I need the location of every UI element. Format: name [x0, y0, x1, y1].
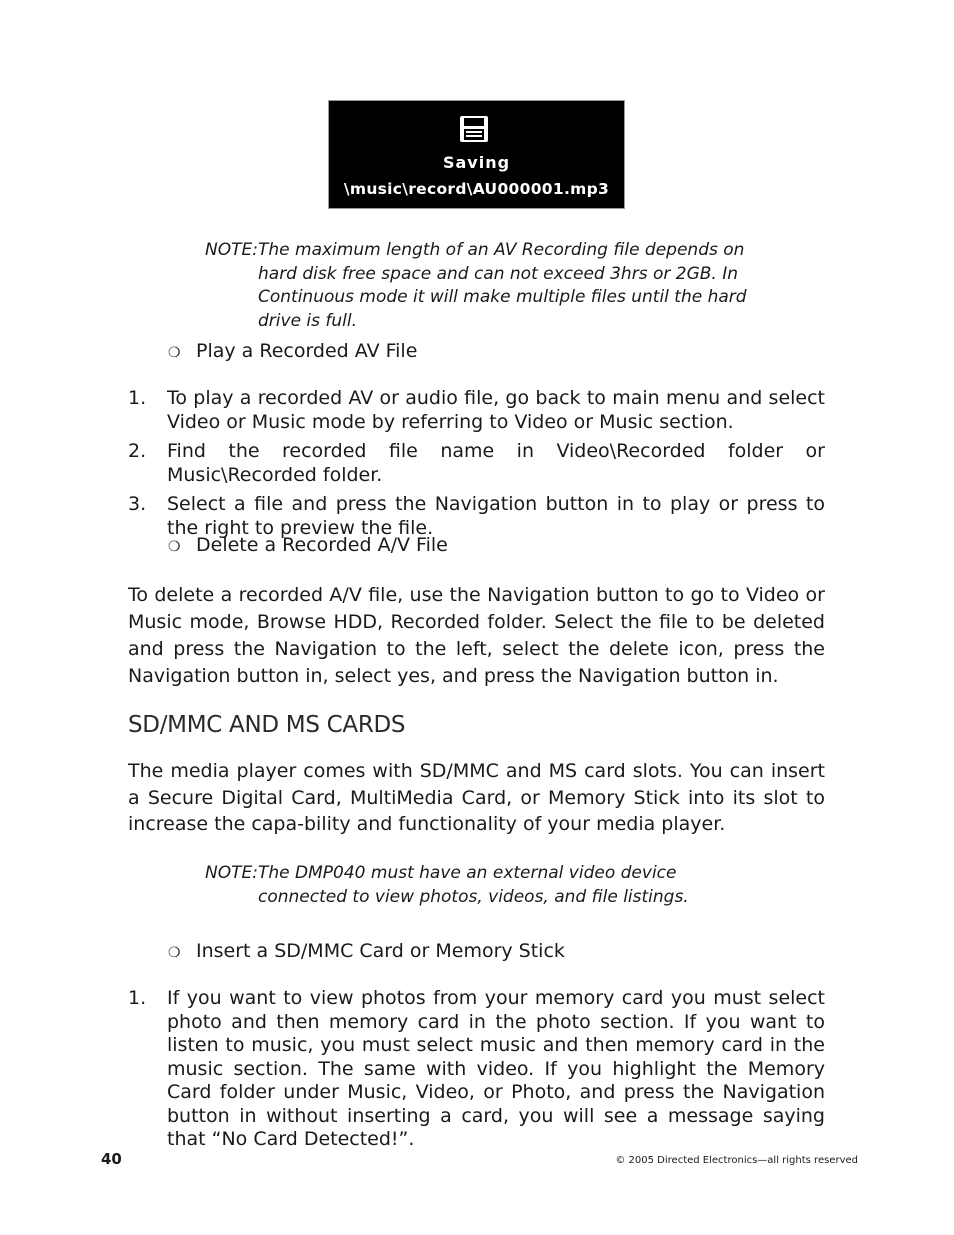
bullet-circle-icon: ❍ [168, 345, 181, 361]
note-label: NOTE: [205, 863, 258, 883]
saving-status-text: Saving [442, 153, 511, 172]
delete-instructions-paragraph: To delete a recorded A/V file, use the Navigation button to go to Video or Music mode, Browse HDD, Recorded folder. Select the file to be deleted and press the Navigation to the left, select the delete icon, press the Navigation button in, select yes, and press the Navigation button in. [128, 584, 825, 687]
play-steps-list [128, 387, 825, 540]
step-text: To play a recorded AV or audio file, go back to main menu and select Video or Music mode by referring to Video or Music section. [167, 387, 825, 433]
step-number: 1. [128, 387, 147, 409]
step-text: Find the recorded file name in Video\Recorded folder or Music\Recorded folder. [167, 440, 825, 486]
note-recording-length [205, 239, 765, 333]
step-number: 3. [128, 493, 147, 515]
subheading-text: Play a Recorded AV File [196, 340, 418, 362]
insert-card-steps-list [128, 987, 825, 1152]
note-external-video [205, 862, 765, 909]
note-text: The DMP040 must have an external video device connected to view photos, videos, and file listings. [258, 863, 689, 907]
step-number: 2. [128, 440, 147, 462]
subheading-text: Delete a Recorded A/V File [196, 534, 448, 556]
saving-screen-image [328, 100, 625, 209]
saving-file-path: \music\record\AU000001.mp3 [343, 180, 610, 198]
card-slots-paragraph: The media player comes with SD/MMC and MS card slots. You can insert a Secure Digital Card, MultiMedia Card, or Memory Stick into its slot to increase the capa-bility and functionality of your media player. [128, 760, 825, 835]
page-number: 40 [101, 1150, 122, 1168]
subheading-insert-card [168, 939, 565, 965]
bullet-circle-icon: ❍ [168, 539, 181, 555]
note-text: The maximum length of an AV Recording file depends on hard disk free space and can not exceed 3hrs or 2GB. In Continuous mode it will make multiple files until the hard drive is full. [258, 240, 747, 331]
bullet-circle-icon: ❍ [168, 945, 181, 961]
copyright-notice: © 2005 Directed Electronics—all rights reserved [615, 1155, 858, 1166]
step-number: 1. [128, 987, 147, 1009]
step-text: If you want to view photos from your memory card you must select photo and then memory card in the photo section. If you want to listen to music, you must select music and then memory card in the music section. The same with video. If you highlight the Memory Card folder under Music, Video, or Photo, and press the Navigation button in without inserting a card, you will see a message saying that “No Card Detected!”. [167, 987, 825, 1150]
list-item [128, 387, 825, 434]
note-label: NOTE: [205, 240, 258, 260]
subheading-delete-recorded [168, 533, 448, 559]
subheading-play-recorded [168, 339, 417, 365]
list-item [128, 440, 825, 487]
floppy-disk-icon [459, 115, 489, 143]
list-item [128, 987, 825, 1152]
section-heading: SD/MMC AND MS CARDS [128, 712, 406, 738]
subheading-text: Insert a SD/MMC Card or Memory Stick [196, 940, 565, 962]
step-text: Select a file and press the Navigation button in to play or press to the right to preview the file. [167, 493, 825, 539]
